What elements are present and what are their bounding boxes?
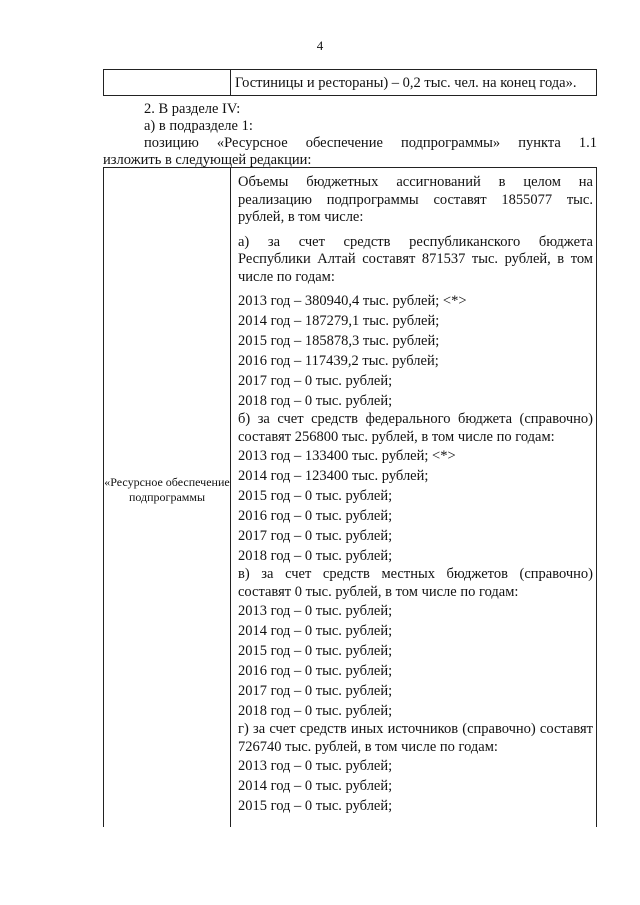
- section-c-year-line: 2014 год – 0 тыс. рублей;: [238, 623, 393, 639]
- section-c-year-line: 2015 год – 0 тыс. рублей;: [238, 643, 393, 659]
- section-b-year-line: 2013 год – 133400 тыс. рублей; <*>: [238, 448, 456, 464]
- section-d-year-line: 2014 год – 0 тыс. рублей;: [238, 778, 393, 794]
- section-c-year-line: 2017 год – 0 тыс. рублей;: [238, 683, 393, 699]
- subsection-paragraph: а) в подразделе 1:: [144, 118, 253, 134]
- column-divider: [230, 70, 231, 95]
- section-a-heading: а) за счет средств республиканского бюджета Республики Алтай составят 871537 тыс. рублей, в том числе по годам:: [238, 233, 593, 285]
- section-d-heading: г) за счет средств иных источников (справочно) составят 726740 тыс. рублей, в том числе по годам:: [238, 721, 593, 755]
- section-a-year-line: 2014 год – 187279,1 тыс. рублей;: [238, 313, 440, 329]
- section-a-year-line: 2013 год – 380940,4 тыс. рублей; <*>: [238, 293, 467, 309]
- resource-table: [103, 167, 597, 827]
- section-a-year-line: 2018 год – 0 тыс. рублей;: [238, 393, 393, 409]
- section-a-year-line: 2017 год – 0 тыс. рублей;: [238, 373, 393, 389]
- continuation-cell-text: Гостиницы и рестораны) – 0,2 тыс. чел. на конец года».: [235, 75, 577, 91]
- position-paragraph-line-1: позицию «Ресурсное обеспечение подпрограммы» пункта 1.1: [144, 135, 597, 151]
- page-number: 4: [316, 38, 324, 53]
- section-c-year-line: 2018 год – 0 тыс. рублей;: [238, 703, 393, 719]
- section-c-year-line: 2016 год – 0 тыс. рублей;: [238, 663, 393, 679]
- section-d-year-line: 2015 год – 0 тыс. рублей;: [238, 798, 393, 814]
- resource-content: [238, 174, 593, 816]
- section-d-year-line: 2013 год – 0 тыс. рублей;: [238, 758, 393, 774]
- section-b-year-line: 2017 год – 0 тыс. рублей;: [238, 528, 393, 544]
- resource-label: «Ресурсное обеспечение подпрограммы: [104, 475, 230, 504]
- section-a-year-line: 2016 год – 117439,2 тыс. рублей;: [238, 353, 439, 369]
- section-c-year-line: 2013 год – 0 тыс. рублей;: [238, 603, 393, 619]
- section-a-year-line: 2015 год – 185878,3 тыс. рублей;: [238, 333, 440, 349]
- section-paragraph: 2. В разделе IV:: [144, 101, 241, 117]
- section-b-year-line: 2014 год – 123400 тыс. рублей;: [238, 468, 429, 484]
- section-b-year-line: 2016 год – 0 тыс. рублей;: [238, 508, 393, 524]
- position-paragraph-line-2: изложить в следующей редакции:: [103, 152, 312, 168]
- section-b-year-line: 2015 год – 0 тыс. рублей;: [238, 488, 393, 504]
- section-b-year-line: 2018 год – 0 тыс. рублей;: [238, 548, 393, 564]
- section-b-heading: б) за счет средств федерального бюджета (справочно) составят 256800 тыс. рублей, в том числе по годам:: [238, 411, 593, 445]
- section-c-heading: в) за счет средств местных бюджетов (справочно) составят 0 тыс. рублей, в том числе по годам:: [238, 566, 593, 600]
- column-divider: [230, 168, 231, 827]
- continuation-table-row: [103, 69, 597, 96]
- intro-text: Объемы бюджетных ассигнований в целом на реализацию подпрограммы составят 1855077 тыс. рублей, в том числе:: [238, 174, 593, 225]
